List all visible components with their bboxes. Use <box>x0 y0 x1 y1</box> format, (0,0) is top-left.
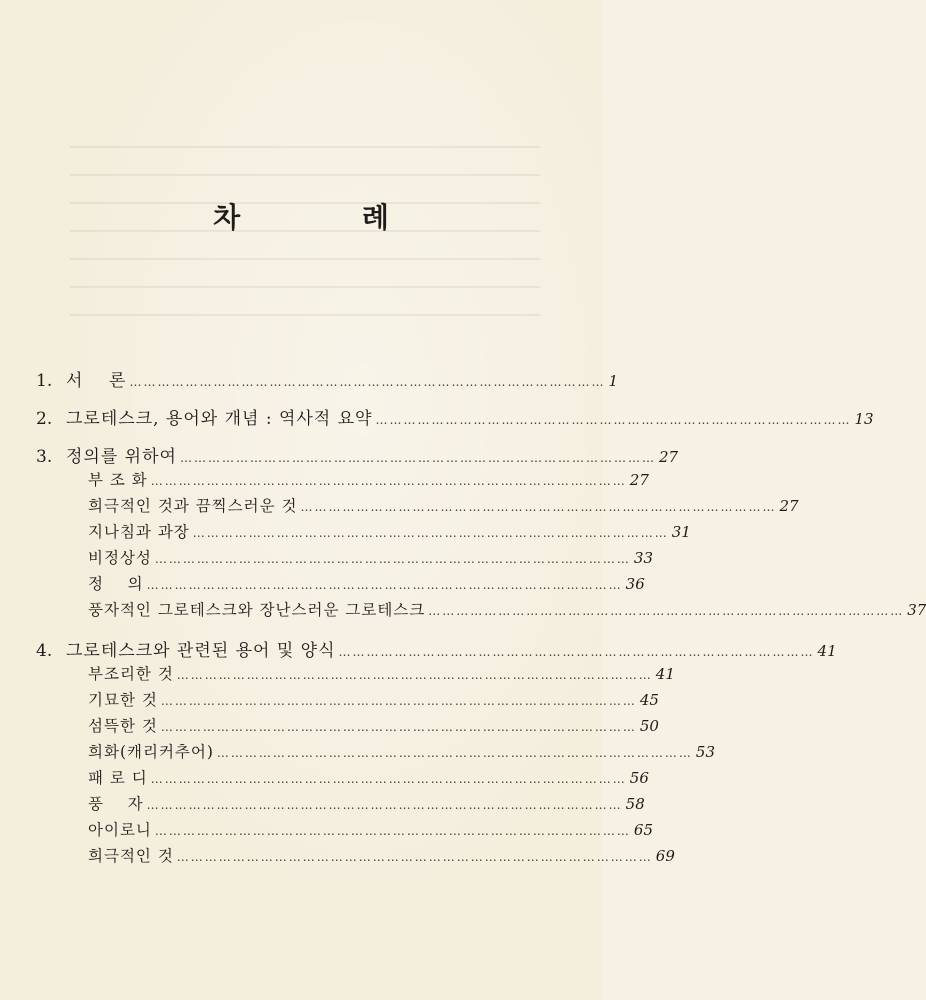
toc-subentry-page: 56 <box>629 769 649 787</box>
toc-entry[interactable] <box>36 404 874 430</box>
toc-subentry[interactable] <box>36 818 653 844</box>
toc-entry-page: 13 <box>854 410 874 428</box>
leader-dots: ………………………………………………………………………………………… <box>428 604 905 618</box>
bleed-through-text <box>70 120 540 360</box>
toc-subentry-label: 정 의 <box>88 575 144 593</box>
toc-subentry-page: 31 <box>671 523 691 541</box>
toc-subentry[interactable] <box>36 546 653 572</box>
toc-subentry[interactable] <box>36 494 799 520</box>
leader-dots: ………………………………………………………………………………………… <box>129 375 606 389</box>
leader-dots: ………………………………………………………………………………………… <box>176 668 653 682</box>
toc-subentry-page: 69 <box>655 847 675 865</box>
toc-subentry-label: 부조리한 것 <box>88 665 174 683</box>
leader-dots: ………………………………………………………………………………………… <box>146 578 623 592</box>
leader-dots: ………………………………………………………………………………………… <box>179 451 656 465</box>
toc-subentry-label: 기묘한 것 <box>88 691 158 709</box>
toc-subentry[interactable] <box>36 520 691 546</box>
toc-subentry-label: 희화(캐리커추어) <box>88 743 214 761</box>
toc-entry-number: 2. <box>36 409 53 429</box>
toc-subentry[interactable] <box>36 662 675 688</box>
leader-dots: ………………………………………………………………………………………… <box>176 850 653 864</box>
toc-entry-label: 정의를 위하여 <box>66 447 177 467</box>
leader-dots: ………………………………………………………………………………………… <box>375 413 852 427</box>
toc-subentry-label: 패 로 디 <box>88 769 148 787</box>
toc-subentry-page: 53 <box>695 743 715 761</box>
toc-subentry-label: 희극적인 것 <box>88 847 174 865</box>
toc-subentry-page: 37 <box>907 601 926 619</box>
toc-subentry[interactable] <box>36 598 926 624</box>
toc-subentry[interactable] <box>36 572 645 598</box>
page-title: 차 례 <box>213 201 445 234</box>
toc-subentry-page: 58 <box>625 795 645 813</box>
toc-entry-label: 그로테스크와 관련된 용어 및 양식 <box>66 641 336 661</box>
toc-subentry[interactable] <box>36 740 715 766</box>
toc-subentry-page: 50 <box>639 717 659 735</box>
toc-subentry-label: 섬뜩한 것 <box>88 717 158 735</box>
leader-dots: ………………………………………………………………………………………… <box>192 526 669 540</box>
toc-entry-number: 3. <box>36 447 53 467</box>
toc-subentry-page: 27 <box>629 471 649 489</box>
toc-entry-page: 41 <box>817 642 837 660</box>
leader-dots: ………………………………………………………………………………………… <box>154 552 631 566</box>
toc-entry-number: 4. <box>36 641 53 661</box>
leader-dots: ………………………………………………………………………………………… <box>338 645 815 659</box>
toc-subentry[interactable] <box>36 714 659 740</box>
toc-subentry-page: 45 <box>639 691 659 709</box>
toc-subentry-label: 풍 자 <box>88 795 144 813</box>
table-of-contents <box>36 366 926 870</box>
toc-subentry-page: 36 <box>625 575 645 593</box>
leader-dots: ………………………………………………………………………………………… <box>150 772 627 786</box>
leader-dots: ………………………………………………………………………………………… <box>160 694 637 708</box>
leader-dots: ………………………………………………………………………………………… <box>160 720 637 734</box>
toc-entry-label: 서 론 <box>66 371 127 391</box>
toc-entry-number: 1. <box>36 371 53 391</box>
toc-subentry[interactable] <box>36 844 675 870</box>
toc-entry-page: 1 <box>608 372 619 390</box>
toc-subentry-page: 27 <box>779 497 799 515</box>
toc-subentry-page: 41 <box>655 665 675 683</box>
toc-subentry-label: 비정상성 <box>88 549 152 567</box>
toc-entry[interactable] <box>36 442 679 468</box>
toc-subentry-label: 풍자적인 그로테스크와 장난스러운 그로테스크 <box>88 601 426 619</box>
toc-subentry[interactable] <box>36 468 649 494</box>
toc-subentry-page: 65 <box>633 821 653 839</box>
leader-dots: ………………………………………………………………………………………… <box>146 798 623 812</box>
toc-subentry-page: 33 <box>633 549 653 567</box>
leader-dots: ………………………………………………………………………………………… <box>150 474 627 488</box>
leader-dots: ………………………………………………………………………………………… <box>300 500 777 514</box>
toc-subentry[interactable] <box>36 688 659 714</box>
leader-dots: ………………………………………………………………………………………… <box>216 746 693 760</box>
toc-entry-page: 27 <box>658 448 679 466</box>
toc-subentry-label: 부 조 화 <box>88 471 148 489</box>
toc-subentry-label: 지나침과 과장 <box>88 523 190 541</box>
toc-entry[interactable] <box>36 366 619 392</box>
toc-subentry[interactable] <box>36 792 645 818</box>
toc-subentry[interactable] <box>36 766 649 792</box>
toc-entry-label: 그로테스크, 용어와 개념 : 역사적 요약 <box>66 409 373 429</box>
leader-dots: ………………………………………………………………………………………… <box>154 824 631 838</box>
toc-subentry-label: 아이로니 <box>88 821 152 839</box>
toc-subentry-label: 희극적인 것과 끔찍스러운 것 <box>88 497 298 515</box>
toc-entry[interactable] <box>36 636 837 662</box>
